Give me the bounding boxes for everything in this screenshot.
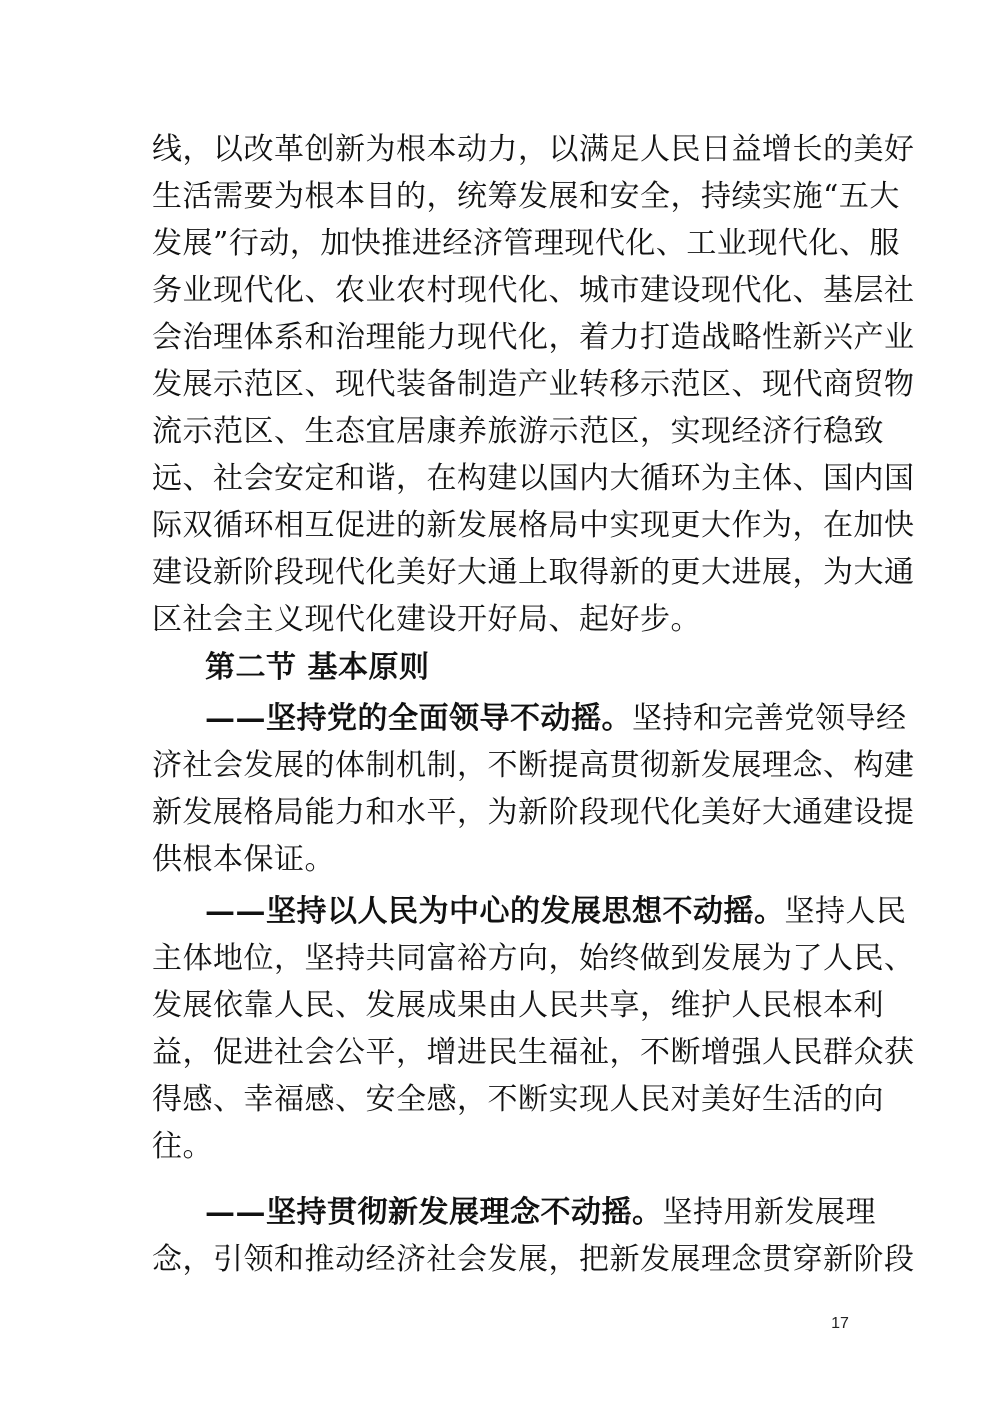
principle-2-first-rest: 坚持人民 <box>784 894 907 929</box>
intro-line-9: 际双循环相互促进的新发展格局中实现更大作为，在加快 <box>152 508 915 543</box>
intro-line-4: 务业现代化、农业农村现代化、城市建设现代化、基层社 <box>152 273 915 308</box>
principle-2-line-4: 益，促进社会公平，增进民生福祉，不断增强人民群众获 <box>152 1035 915 1070</box>
principle-1-first-rest: 坚持和完善党领导经 <box>632 701 907 736</box>
intro-line-5: 会治理体系和治理能力现代化，着力打造战略性新兴产业 <box>152 320 915 355</box>
principle-3-line-2: 念，引领和推动经济社会发展，把新发展理念贯穿新阶段 <box>152 1242 915 1277</box>
principle-2-line-3: 发展依靠人民、发展成果由人民共享，维护人民根本利 <box>152 988 884 1023</box>
section-heading: 第二节 基本原则 <box>205 650 430 685</box>
intro-line-2: 生活需要为根本目的，统筹发展和安全，持续实施“五大 <box>152 179 900 214</box>
principle-3-first-line <box>205 1193 1000 1233</box>
principle-2-first-line <box>205 892 1000 932</box>
principle-2-line-5: 得感、幸福感、安全感，不断实现人民对美好生活的向 <box>152 1082 884 1117</box>
intro-line-6: 发展示范区、现代装备制造产业转移示范区、现代商贸物 <box>152 367 915 402</box>
principle-1-line-4: 供根本保证。 <box>152 842 335 877</box>
principle-2-line-6: 往。 <box>152 1129 213 1164</box>
principle-3-title: ——坚持贯彻新发展理念不动摇。 <box>205 1195 663 1230</box>
principle-1-title: ——坚持党的全面领导不动摇。 <box>205 701 632 736</box>
intro-line-7: 流示范区、生态宜居康养旅游示范区，实现经济行稳致 <box>152 414 884 449</box>
intro-line-8: 远、社会安定和谐，在构建以国内大循环为主体、国内国 <box>152 461 915 496</box>
page-number: 17 <box>831 1315 849 1332</box>
principle-1-line-2: 济社会发展的体制机制，不断提高贯彻新发展理念、构建 <box>152 748 915 783</box>
intro-line-10: 建设新阶段现代化美好大通上取得新的更大进展，为大通 <box>152 555 915 590</box>
principle-1-first-line <box>205 699 1000 739</box>
intro-line-1: 线，以改革创新为根本动力，以满足人民日益增长的美好 <box>152 132 915 167</box>
principle-1-line-3: 新发展格局能力和水平，为新阶段现代化美好大通建设提 <box>152 795 915 830</box>
intro-line-3: 发展”行动，加快推进经济管理现代化、工业现代化、服 <box>152 226 900 261</box>
principle-3-first-rest: 坚持用新发展理 <box>662 1195 876 1230</box>
intro-line-11: 区社会主义现代化建设开好局、起好步。 <box>152 602 701 637</box>
principle-2-line-2: 主体地位，坚持共同富裕方向，始终做到发展为了人民、 <box>152 941 915 976</box>
principle-2-title: ——坚持以人民为中心的发展思想不动摇。 <box>205 894 785 929</box>
